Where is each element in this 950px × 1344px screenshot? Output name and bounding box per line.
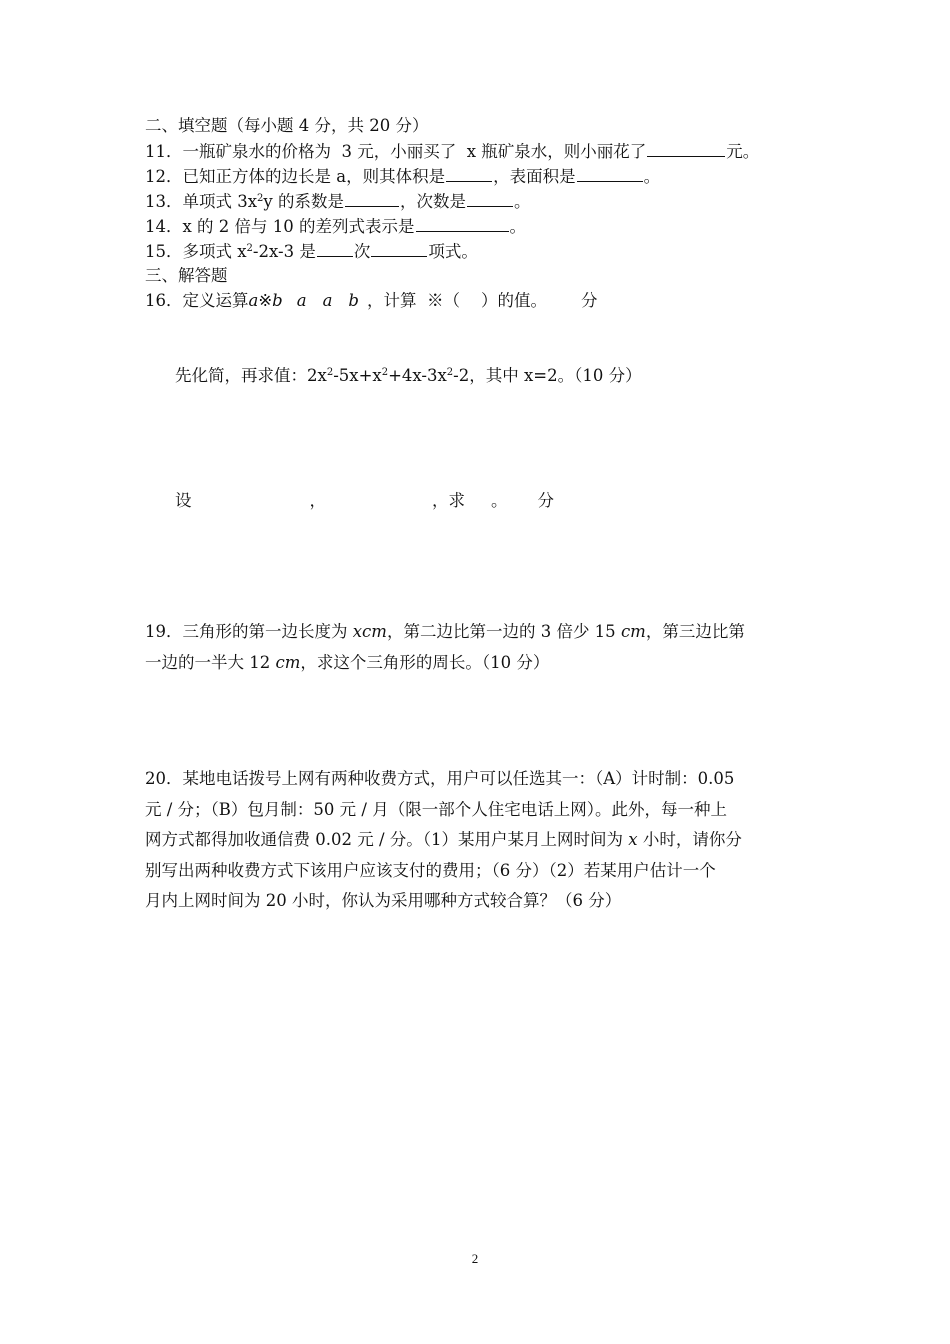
q17-text-m1: -5x+x — [333, 366, 382, 385]
section-fill-heading — [145, 116, 428, 136]
q17-exponent-3: 2 — [446, 367, 454, 378]
question-12 — [145, 166, 660, 187]
q11-answer-blank[interactable] — [647, 141, 725, 157]
q20-text-3a: 网方式都得加收通信费 0.02 元 / 分。（1）某用户某月上网时间为 — [145, 830, 629, 849]
q15-text: 15．多项式 x — [145, 242, 247, 261]
q20-line-1: 20．某地电话拨号上网有两种收费方式，用户可以任选其一：（A）计时制：0.05 — [145, 769, 735, 788]
section-answer-title: 三、解答题 — [145, 266, 228, 285]
q16-score: 分 — [580, 291, 598, 310]
q14-answer-blank[interactable] — [416, 216, 509, 232]
q13-coefficient-blank[interactable] — [345, 191, 399, 207]
q15-degree-blank[interactable] — [317, 241, 353, 257]
q17-exponent-1: 2 — [326, 367, 334, 378]
question-20 — [145, 764, 810, 917]
q12-volume-blank[interactable] — [446, 166, 492, 182]
q19-line-1 — [145, 617, 810, 648]
q19-unit-2: cm — [275, 652, 301, 672]
q16-formula-b: b — [348, 291, 359, 310]
q17-exponent-2: 2 — [381, 367, 389, 378]
question-15 — [145, 241, 478, 265]
q20-var-x: x — [628, 830, 638, 849]
q16-formula-a2: a — [322, 291, 333, 310]
q12-text-end: 。 — [643, 167, 661, 186]
q13-text: 13．单项式 3x — [145, 192, 258, 211]
q16-formula-a1: a — [296, 291, 307, 310]
q18-text-2: ， — [309, 491, 326, 510]
q16-text: 16．定义运算 — [145, 291, 249, 310]
q17-text-end: -2，其中 x=2。（10 分） — [453, 366, 642, 385]
q15-terms-blank[interactable] — [371, 241, 427, 257]
q16-text-mid: ，计算 ※（ ）的值。 — [366, 291, 547, 310]
q15-text-end: 项式。 — [428, 242, 478, 261]
q19-text-1: 19．三角形的第一边长度为 — [145, 622, 353, 641]
q19-text-3: ，第三边比第 — [645, 622, 745, 641]
q14-text: 14．x 的 2 倍与 10 的差列式表示是 — [145, 217, 415, 236]
q18-score: 分 — [537, 491, 554, 510]
q13-text-mid1: y 的系数是 — [263, 192, 344, 211]
q16-operator: ※ — [258, 291, 273, 310]
q12-text-mid: ，表面积是 — [493, 167, 576, 186]
question-13 — [145, 191, 531, 215]
q13-text-mid2: ，次数是 — [400, 192, 466, 211]
q12-text: 12．已知正方体的边长是 a，则其体积是 — [145, 167, 446, 186]
q11-text: 11．一瓶矿泉水的价格为 3 元，小丽买了 x 瓶矿泉水，则小丽花了 — [145, 142, 647, 161]
q18-text-4: 。 — [491, 491, 508, 510]
q13-text-end: 。 — [514, 192, 531, 211]
q17-text: 先化简，再求值：2x — [175, 366, 327, 385]
q20-text-3b: 小时，请你分 — [637, 830, 742, 849]
q20-line-3 — [145, 825, 810, 856]
q16-var-b: b — [272, 291, 283, 310]
question-11 — [145, 141, 759, 162]
q14-text-end: 。 — [509, 217, 527, 236]
q15-text-mid2: 次 — [353, 242, 371, 261]
q13-degree-blank[interactable] — [467, 191, 513, 207]
question-18 — [175, 491, 554, 511]
question-16 — [145, 291, 597, 311]
q20-line-2: 元 / 分；（B）包月制：50 元 / 月（限一部个人住宅电话上网）。此外，每一种上 — [145, 799, 727, 819]
q19-var-xcm: xcm — [352, 622, 387, 641]
q19-text-2: ，第二边比第一边的 3 倍少 15 — [386, 622, 621, 641]
question-14 — [145, 216, 526, 237]
q20-line-4: 别写出两种收费方式下该用户应该支付的费用；（6 分）（2）若某用户估计一个 — [145, 860, 716, 880]
q17-text-m2: +4x-3x — [388, 366, 447, 385]
q20-line-5: 月内上网时间为 20 小时，你认为采用哪种方式较合算？（6 分） — [145, 891, 622, 910]
section-answer-heading — [145, 266, 228, 286]
question-19 — [145, 617, 810, 678]
section-fill-title: 二、填空题（每小题 4 分，共 20 分） — [145, 116, 429, 135]
q19-text-5: ，求这个三角形的周长。（10 分） — [300, 652, 550, 672]
q19-unit-1: cm — [620, 622, 646, 641]
q15-exponent: 2 — [246, 243, 253, 254]
question-17 — [175, 366, 642, 389]
q15-text-mid1: -2x-3 是 — [252, 242, 316, 261]
q11-text-end: 元。 — [726, 142, 760, 161]
page-number: 2 — [471, 1251, 479, 1266]
q12-area-blank[interactable] — [577, 166, 643, 182]
q19-text-4: 一边的一半大 12 — [145, 652, 276, 672]
q16-var-a: a — [248, 291, 259, 310]
q18-text-1: 设 — [175, 491, 192, 510]
q19-line-2 — [145, 648, 810, 679]
q13-exponent: 2 — [257, 193, 264, 204]
q18-text-3: ，求 — [432, 491, 465, 510]
